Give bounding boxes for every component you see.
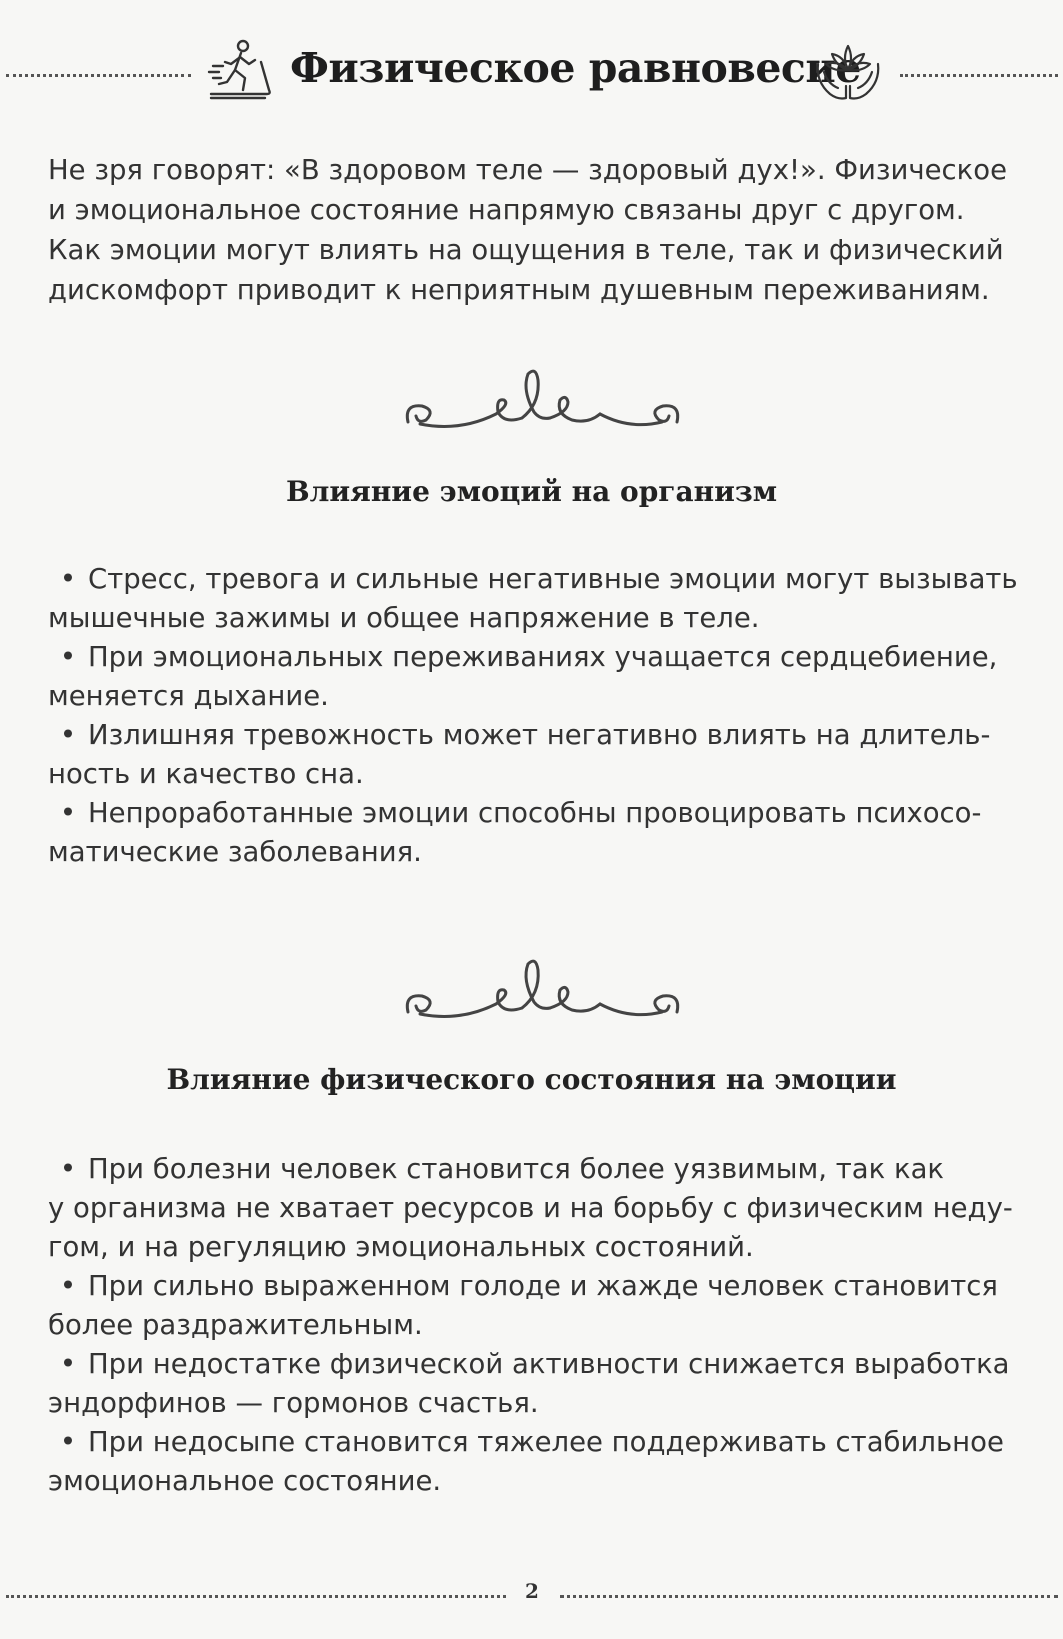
list-item-text: меняется дыхание.: [48, 680, 329, 712]
lotus-hands-icon: [812, 38, 884, 108]
bullet-icon: •: [59, 563, 77, 595]
bullet-icon: •: [59, 1348, 77, 1380]
page-header: [0, 30, 1063, 120]
bullet-icon: •: [59, 719, 77, 751]
list-item: [48, 794, 1038, 872]
list-item-text: Излишняя тревожность может негативно влиять на длитель-: [88, 719, 991, 751]
footer-dotted-line-right: [560, 1595, 1058, 1598]
list-item-text: При болезни человек становится более уязвимым, так как: [88, 1153, 945, 1185]
intro-line: Не зря говорят: «В здоровом теле — здоровый дух!». Физическое: [48, 154, 1007, 186]
list-item-text: более раздражительным.: [48, 1309, 423, 1341]
intro-line: дискомфорт приводит к неприятным душевным переживаниям.: [48, 274, 990, 306]
footer-dotted-line-left: [6, 1595, 506, 1598]
list-item-text: При недостатке физической активности снижается выработка: [88, 1348, 1010, 1380]
bullet-icon: •: [59, 797, 77, 829]
list-item: [48, 1150, 1038, 1267]
bullet-icon: •: [59, 1270, 77, 1302]
list-item-text: При недосыпе становится тяжелее поддерживать стабильное: [88, 1426, 1004, 1458]
list-item: [48, 560, 1038, 638]
list-item-text: эмоциональное состояние.: [48, 1465, 442, 1497]
intro-paragraph: [48, 150, 1038, 310]
bullet-list: [48, 560, 1038, 872]
bullet-list: [48, 1150, 1038, 1501]
flourish-divider-icon: [400, 950, 685, 1050]
page-footer: [0, 1575, 1063, 1615]
list-item: [48, 1423, 1038, 1501]
intro-line: Как эмоции могут влиять на ощущения в теле, так и физический: [48, 234, 1004, 266]
list-item-text: эндорфинов — гормонов счастья.: [48, 1387, 539, 1419]
list-item-text: Стресс, тревога и сильные негативные эмоции могут вызывать: [88, 563, 1018, 595]
list-item: [48, 1267, 1038, 1345]
page-number: 2: [525, 1579, 539, 1603]
list-item: [48, 638, 1038, 716]
list-item-text: ность и качество сна.: [48, 758, 364, 790]
list-item-text: Непроработанные эмоции способны провоцировать психосо-: [88, 797, 982, 829]
treadmill-runner-icon: [205, 36, 275, 106]
list-item-text: гом, и на регуляцию эмоциональных состояний.: [48, 1231, 754, 1263]
header-dotted-line-right: [900, 74, 1058, 77]
list-item-text: матические заболевания.: [48, 836, 422, 868]
bullet-icon: •: [59, 1426, 77, 1458]
list-item: [48, 1345, 1038, 1423]
section-title: Влияние физического состояния на эмоции: [166, 1063, 897, 1096]
page-title: Физическое равновесие: [290, 44, 861, 92]
list-item-text: При сильно выраженном голоде и жажде человек становится: [88, 1270, 998, 1302]
list-item-text: При эмоциональных переживаниях учащается сердцебиение,: [88, 641, 998, 673]
intro-line: и эмоциональное состояние напрямую связаны друг с другом.: [48, 194, 965, 226]
list-item: [48, 716, 1038, 794]
flourish-divider-icon: [400, 360, 685, 460]
section-title: Влияние эмоций на организм: [285, 475, 778, 508]
header-dotted-line-left: [6, 74, 191, 77]
list-item-text: у организма не хватает ресурсов и на борьбу с физическим неду-: [48, 1192, 1013, 1224]
list-item-text: мышечные зажимы и общее напряжение в теле.: [48, 602, 760, 634]
bullet-icon: •: [59, 1153, 77, 1185]
bullet-icon: •: [59, 641, 77, 673]
